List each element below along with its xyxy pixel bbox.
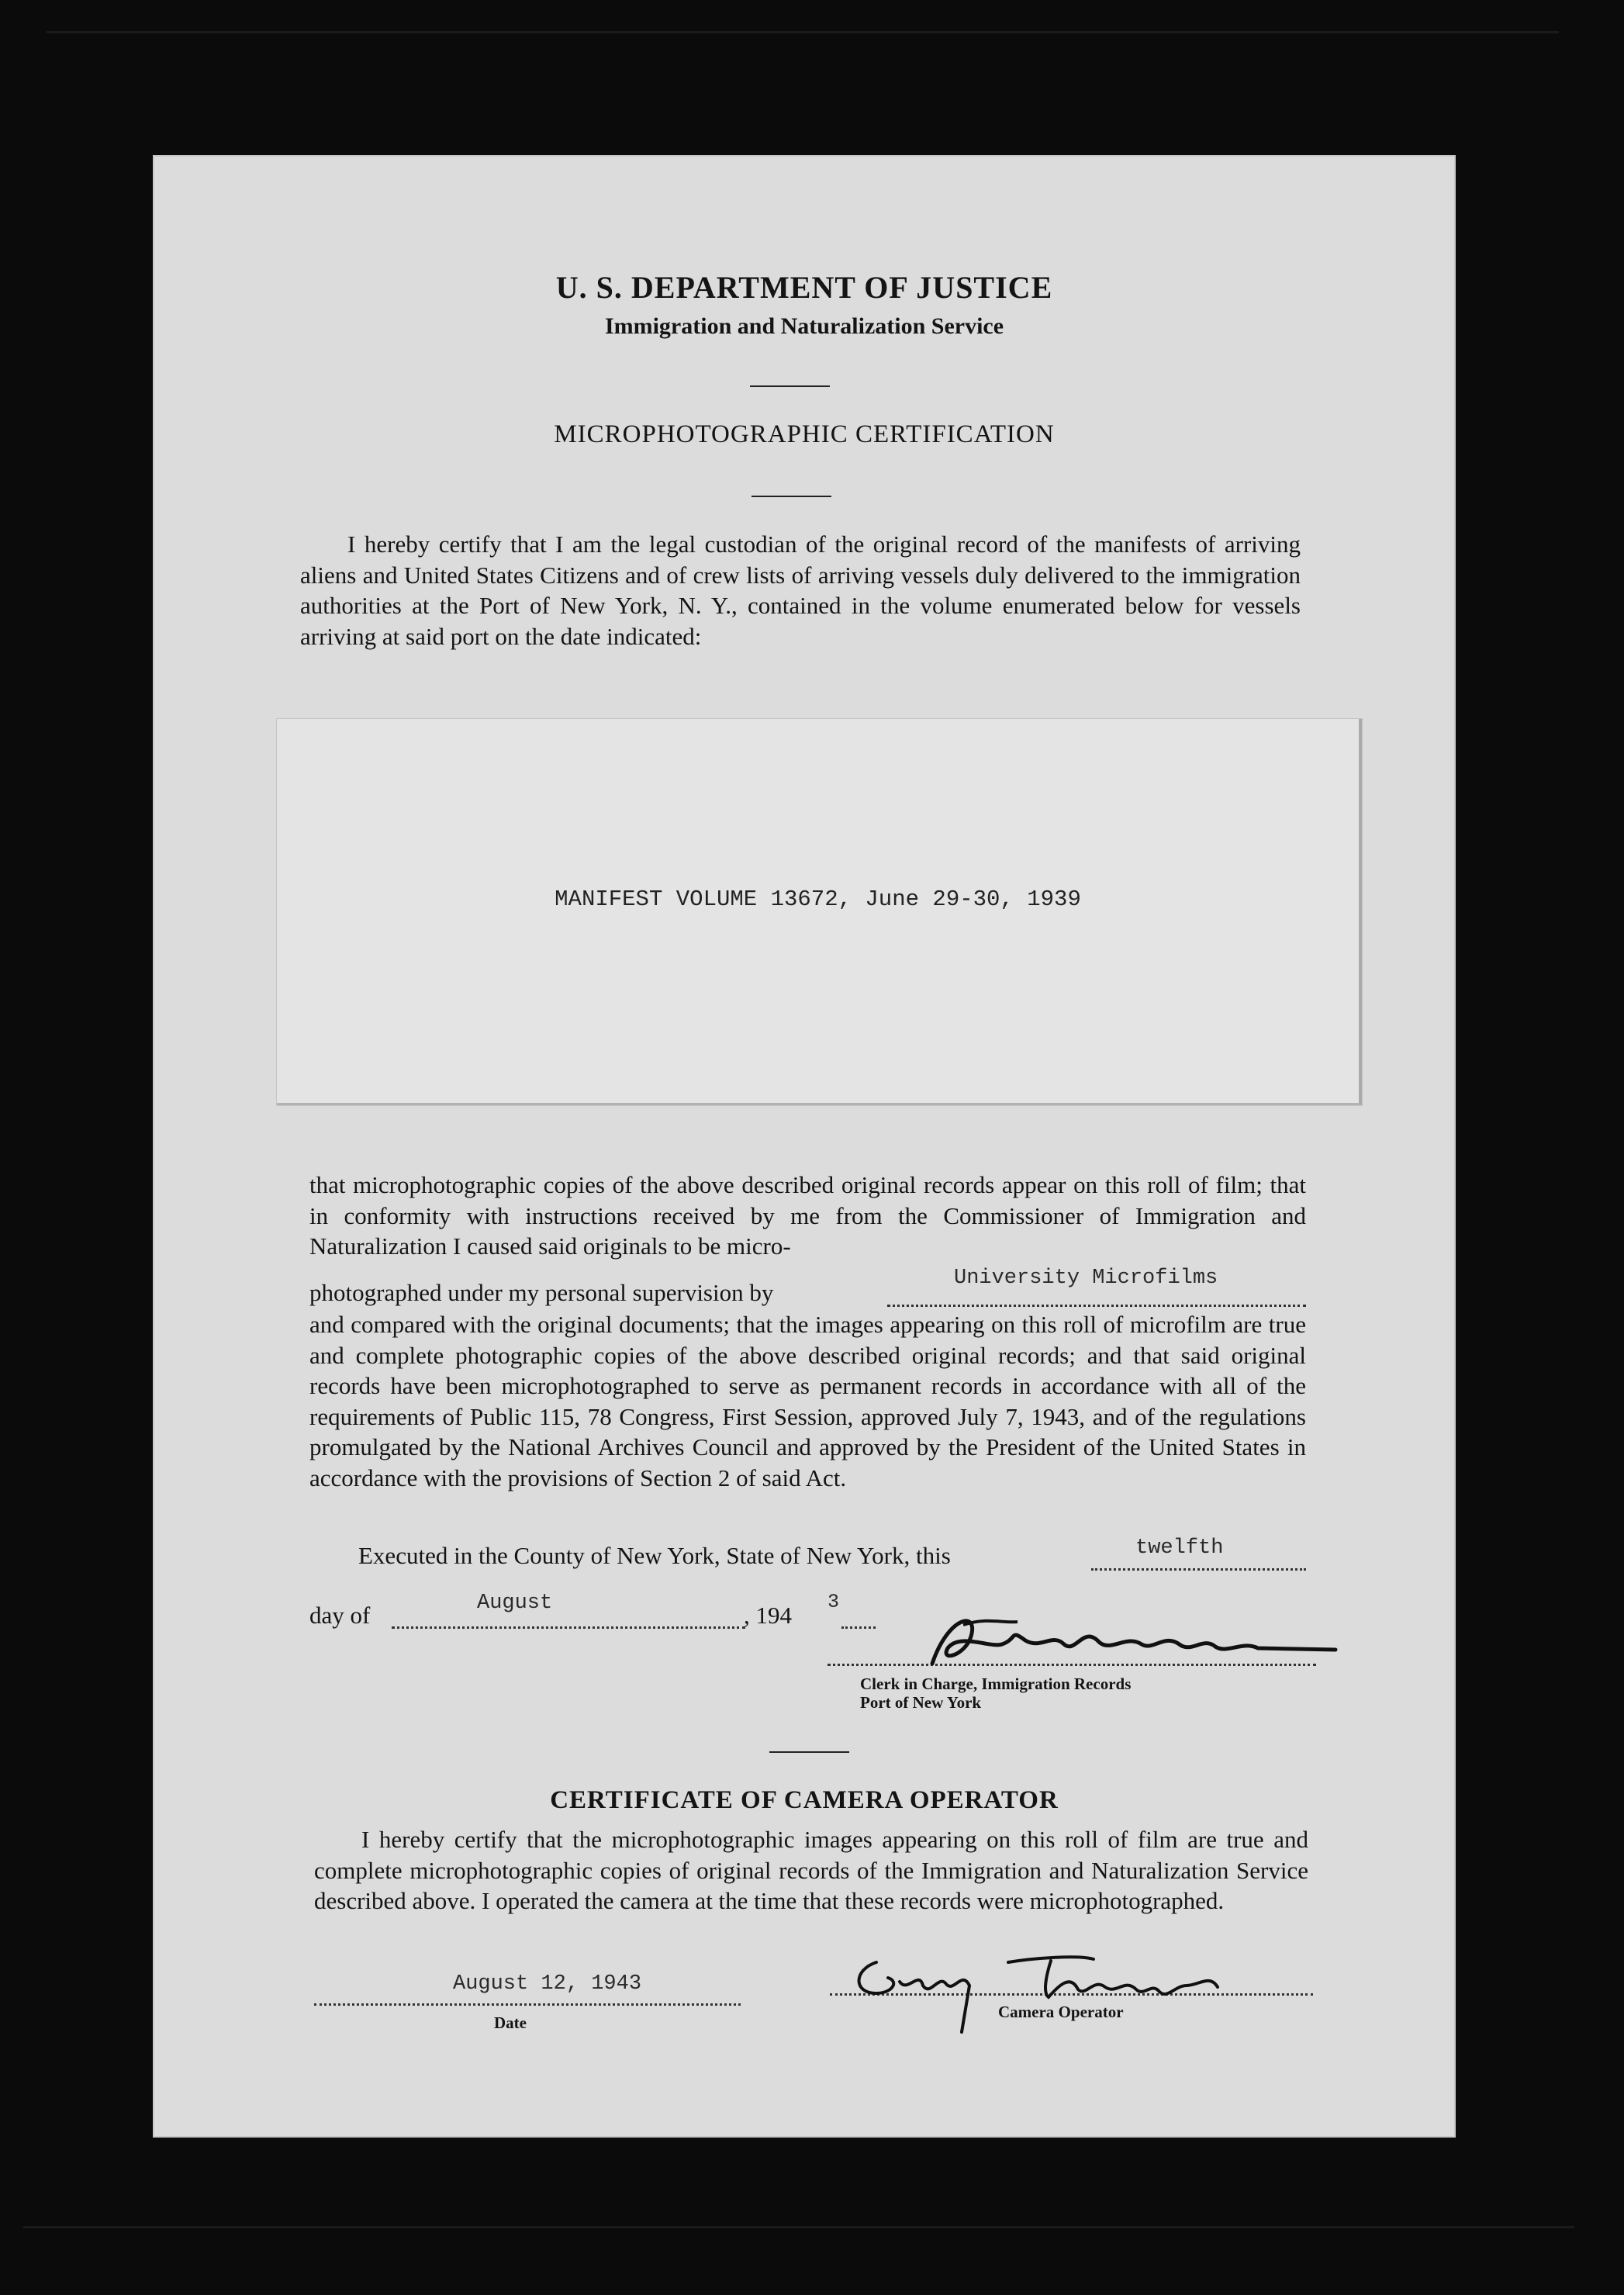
service-subheading: Immigration and Naturalization Service [604,313,1004,339]
certification-paragraph-part2: and compared with the original documents; that the images appearing on this roll of microfilm are true and complete photographic copies of the above described original records; and that said original records have been microphotographed to serve as permanent records in accordance with all of the requirements of Public 115, 78 Congress, First Session, approved July 7, 1943, and of the regulations promulgated by the National Archives Council and approved by the President of the United States in accordance with the provisions of Section 2 of said Act. [309,1311,1306,1491]
department-heading: U. S. DEPARTMENT OF JUSTICE [555,270,1053,305]
month-fill-line [392,1626,745,1629]
manifest-volume-text: MANIFEST VOLUME 13672, June 29-30, 1939 [555,887,1081,912]
divider [752,496,831,497]
clerk-title-line2: Port of New York [860,1693,982,1712]
divider [769,1751,849,1753]
scan-noise [23,2226,1574,2228]
camera-operator-title: CERTIFICATE OF CAMERA OPERATOR [550,1786,1059,1814]
operator-label: Camera Operator [998,2003,1124,2021]
date-label: Date [494,2013,527,2032]
manifest-inset-card [277,719,1362,1105]
date-fill-line [314,2003,741,2006]
document-page [153,155,1456,2138]
date-value: August 12, 1943 [453,1972,642,1996]
supervision-value: University Microfilms [954,1267,1218,1290]
day-value: twelfth [1135,1536,1224,1560]
certification-title: MICROPHOTOGRAPHIC CERTIFICATION [554,420,1055,448]
year-prefix: , 194 [744,1602,792,1629]
month-value: August [477,1592,553,1615]
day-fill-line [1091,1568,1306,1571]
executed-label: Executed in the County of New York, State of New York, this [358,1542,951,1569]
year-suffix: 3 [828,1591,840,1613]
operator-signature [845,1939,1280,2048]
scan-noise [47,31,1559,33]
supervision-label: photographed under my personal supervision by [309,1279,774,1306]
year-fill-line [841,1626,876,1629]
supervision-fill-line [887,1305,1306,1307]
intro-paragraph: I hereby certify that I am the legal custodian of the original record of the manifests of arriving aliens and United States Citizens and of crew lists of arriving vessels duly delivered to the immigration authorities at the Port of New York, N. Y., contained in the volume enumerated below for vessels arriving at said port on the date indicated: [300,531,1301,650]
camera-operator-paragraph: I hereby certify that the microphotographic images appearing on this roll of film are true and complete microphotographic copies of original records of the Immigration and Naturalization Service described above. I operated the camera at the time that these records were microphotographed. [314,1826,1308,1914]
certification-paragraph-part1: that microphotographic copies of the above described original records appear on this roll of film; that in conformity with instructions received by me from the Commissioner of Immigration and Naturalization I caused said originals to be micro- [309,1171,1306,1260]
day-of-label: day of [309,1602,371,1629]
clerk-title-line1: Clerk in Charge, Immigration Records [860,1675,1132,1693]
divider [750,385,830,387]
